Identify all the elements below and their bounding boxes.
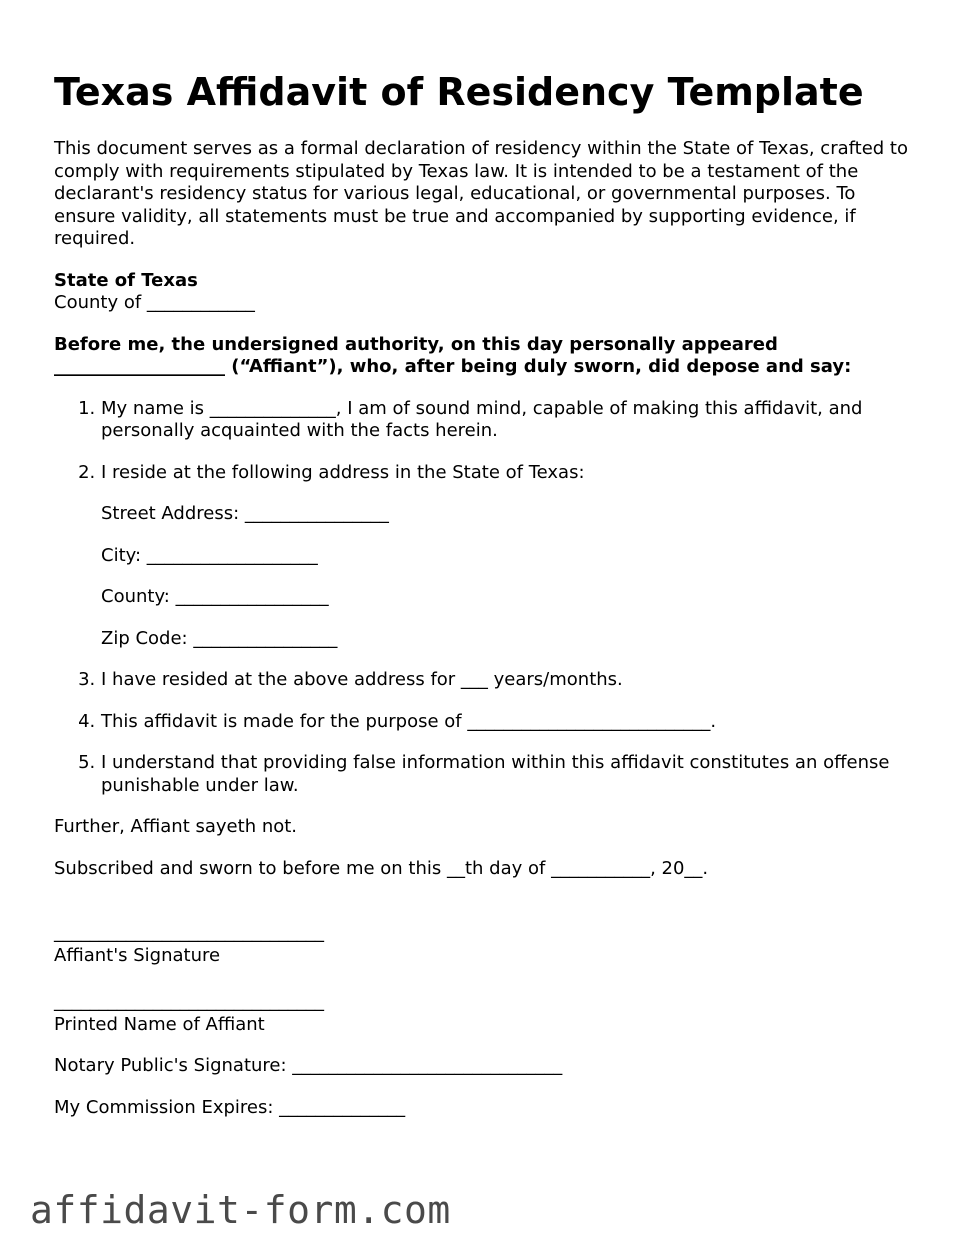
statement-list <box>54 398 914 798</box>
printed-name-block <box>54 991 914 1036</box>
statement-text: I have resided at the above address for ___ years/months. <box>101 669 623 690</box>
commission-expires-field: My Commission Expires: ______________ <box>54 1096 406 1118</box>
printed-name-label: Printed Name of Affiant <box>54 1013 265 1035</box>
statement-item-4 <box>101 711 914 734</box>
affiant-signature-label: Affiant's Signature <box>54 944 221 966</box>
statement-item-1 <box>101 398 914 443</box>
watermark-text: affidavit-form.com <box>30 1188 451 1232</box>
venue-block <box>54 270 914 315</box>
affiant-signature-line: ______________________________ <box>54 922 324 943</box>
preamble: Before me, the undersigned authority, on this day personally appeared ___________________ (“Affiant”), who, after being duly sworn, did depose and say: <box>54 333 852 377</box>
document-title: Texas Affidavit of Residency Template <box>54 70 864 114</box>
intro-paragraph: This document serves as a formal declaration of residency within the State of Texas, crafted to comply with requirements stipulated by Texas law. It is intended to be a testament of the declarant's residency status for various legal, educational, or governmental purposes. To ensure validity, all statements must be true and accompanied by supporting evidence, if required. <box>54 138 909 249</box>
statement-item-3 <box>101 669 914 692</box>
city-field: City: ___________________ <box>101 544 318 566</box>
statement-item-5 <box>101 752 914 797</box>
affiant-signature-block <box>54 922 914 967</box>
statement-text: I understand that providing false information within this affidavit constitutes an offense punishable under law. <box>101 752 890 796</box>
statement-item-2 <box>101 462 914 651</box>
venue-county: County of ____________ <box>54 292 255 313</box>
document-page <box>54 68 914 1119</box>
statement-text: My name is ______________, I am of sound mind, capable of making this affidavit, and personally acquainted with the facts herein. <box>101 397 863 441</box>
statement-text: I reside at the following address in the State of Texas: <box>101 461 585 483</box>
venue-state: State of Texas <box>54 269 198 291</box>
address-block <box>101 503 914 650</box>
statement-text: This affidavit is made for the purpose of ___________________________. <box>101 710 717 732</box>
printed-name-line: ______________________________ <box>54 991 324 1012</box>
further-statement: Further, Affiant sayeth not. <box>54 816 298 837</box>
street-address-field: Street Address: ________________ <box>101 503 389 524</box>
zip-code-field: Zip Code: ________________ <box>101 627 338 649</box>
notary-signature-field: Notary Public's Signature: ______________________________ <box>54 1055 563 1076</box>
subscribed-statement: Subscribed and sworn to before me on this __th day of ___________, 20__. <box>54 857 709 879</box>
county-field: County: _________________ <box>101 586 329 607</box>
